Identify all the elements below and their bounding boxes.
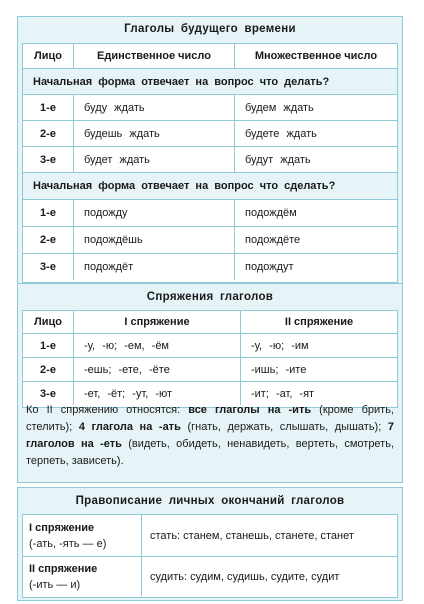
table-row: 2-е -ешь; -ете, -ёте -ишь; -ите — [23, 357, 397, 381]
table-row: 3-е подождёт подождут — [23, 253, 397, 280]
col-header-singular: Единственное число — [97, 50, 211, 62]
table-header-row — [23, 311, 397, 333]
conjugation-note: Ко II спряжению относятся: все глаголы на -ить (кроме брить, стелить); 4 глагола на -ать (гнать, держать, слышать, дышать); 7 глаголов на -еть (видеть, обидеть, ненавидеть, вертеть, смотреть, терпеть, зависеть). — [26, 404, 395, 467]
col-header-person: Лицо — [34, 50, 62, 62]
conjugations-block — [17, 283, 403, 483]
future-tense-title: Глаголы будущего времени — [124, 23, 296, 35]
table-row: 3-е -ет, -ёт; -ут, -ют -ит; -ат, -ят — [23, 381, 397, 405]
endings-table — [22, 514, 398, 598]
col-header-first: I спряжение — [124, 316, 190, 328]
endings-title: Правописание личных окончаний глаголов — [75, 495, 345, 507]
conjugations-title: Спряжения глаголов — [146, 291, 274, 303]
table-header-row — [23, 44, 397, 68]
table-row: 1-е буду ждать будем ждать — [23, 94, 397, 120]
table-row: II спряжение (-ить — и) судить: судим, судишь, судите, судит — [23, 556, 397, 596]
table-row: 3-е будет ждать будут ждать — [23, 146, 397, 172]
table-row: I спряжение (-ать, -ять — е) стать: станем, станешь, станете, станет — [23, 515, 397, 556]
col-header-second: II спряжение — [284, 316, 354, 328]
table-row: 1-е -у, -ю; -ем, -ём -у, -ю; -им — [23, 333, 397, 357]
future-tense-block — [17, 16, 403, 288]
table-row: 2-е подождёшь подождёте — [23, 226, 397, 253]
conjugations-table — [22, 310, 398, 408]
question-band: Начальная форма отвечает на вопрос что делать? — [23, 68, 397, 94]
future-tense-table — [22, 43, 398, 283]
col-header-plural: Множественное число — [254, 50, 378, 62]
table-row: 2-е будешь ждать будете ждать — [23, 120, 397, 146]
col-header-person: Лицо — [34, 316, 62, 328]
endings-block — [17, 487, 403, 601]
question-band: Начальная форма отвечает на вопрос что сделать? — [23, 172, 397, 199]
table-row: 1-е подожду подождём — [23, 199, 397, 226]
